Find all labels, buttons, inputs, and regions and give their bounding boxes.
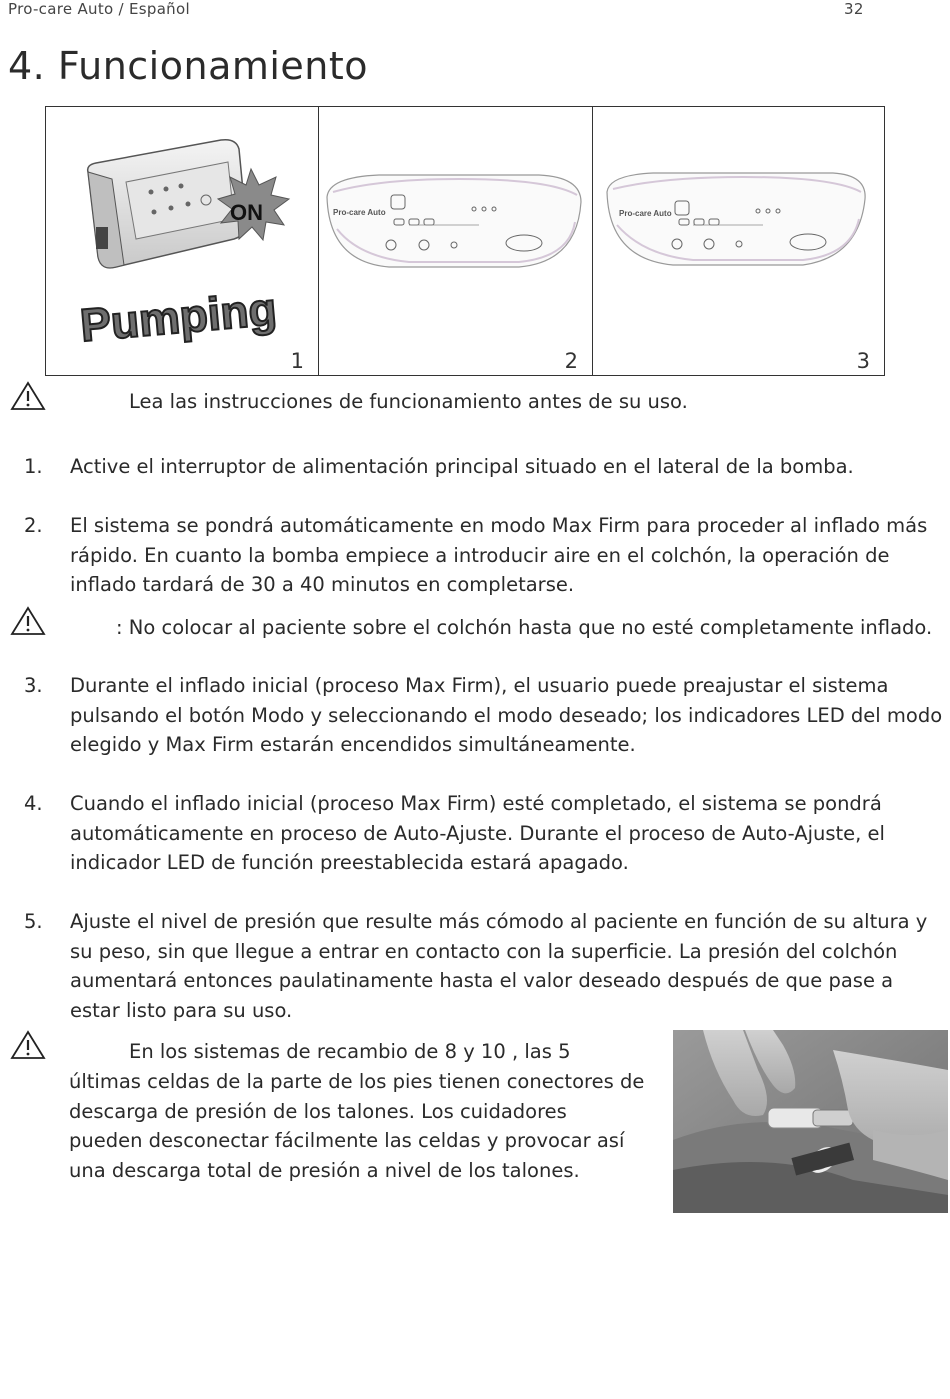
step-text: Ajuste el nivel de presión que resulte más cómodo al paciente en función de su altura y su peso, sin que llegue a entrar en contacto con la superficie. La presión del colchón aumentará entonces paulatinamente hasta el valor deseado después de que pase a estar listo para su uso. <box>70 910 928 1022</box>
step-number: 4. <box>24 792 43 815</box>
step-number: 3. <box>24 674 43 697</box>
warning-step2-text: : No colocar al paciente sobre el colchón hasta que no esté completamente inflado. <box>116 616 933 639</box>
figure-table <box>45 106 885 376</box>
control-panel-illustration <box>319 107 592 375</box>
figure-cell-pump <box>46 107 319 375</box>
figure-cell-panel-a <box>319 107 593 375</box>
warning-final-text-line: En los sistemas de recambio de 8 y 10 , las 5 <box>129 1040 571 1063</box>
warning-icon <box>10 1030 46 1060</box>
page-number: 32 <box>844 0 864 18</box>
heel-connector-photo <box>673 1030 948 1213</box>
panel-brand-text: Pro-care Auto <box>333 208 386 217</box>
figure-cell-panel-b <box>593 107 884 375</box>
pumping-label: Pumping <box>78 282 279 352</box>
on-label: ON <box>230 200 263 225</box>
running-header: Pro-care Auto / Español <box>8 0 190 18</box>
control-panel-illustration <box>593 107 884 375</box>
figure-number-1: 1 <box>290 349 304 373</box>
figure-number-3: 3 <box>856 349 870 373</box>
step-number: 2. <box>24 514 43 537</box>
pump-illustration <box>46 107 318 375</box>
step-text: Active el interruptor de alimentación principal situado en el lateral de la bomba. <box>70 455 854 478</box>
step-number: 1. <box>24 455 43 478</box>
warning-intro-text: Lea las instrucciones de funcionamiento antes de su uso. <box>129 390 688 413</box>
step-text: Durante el inflado inicial (proceso Max Firm), el usuario puede preajustar el sistema pulsando el botón Modo y seleccionando el modo deseado; los indicadores LED del modo elegido y Max Firm estarán encendidos simultáneamente. <box>70 674 943 756</box>
warning-icon <box>10 381 46 411</box>
panel-brand-text: Pro-care Auto <box>619 209 672 218</box>
figure-number-2: 2 <box>564 349 578 373</box>
step-number: 5. <box>24 910 43 933</box>
warning-icon <box>10 606 46 636</box>
warning-final-text: últimas celdas de la parte de los pies tienen conectores de descarga de presión de los talones. Los cuidadores pueden desconectar fácilmente las celdas y provocar así una descarga total de presión a nivel de los talones. <box>69 1070 645 1182</box>
step-text: El sistema se pondrá automáticamente en modo Max Firm para proceder al inflado más rápido. En cuanto la bomba empiece a introducir aire en el colchón, la operación de inflado tardará de 30 a 40 minutos en completarse. <box>70 514 928 596</box>
page-title: 4. Funcionamiento <box>8 44 369 88</box>
step-text: Cuando el inflado inicial (proceso Max Firm) esté completado, el sistema se pondrá automáticamente en proceso de Auto-Ajuste. Durante el proceso de Auto-Ajuste, el indicador LED de función preestablecida estará apagado. <box>70 792 885 874</box>
